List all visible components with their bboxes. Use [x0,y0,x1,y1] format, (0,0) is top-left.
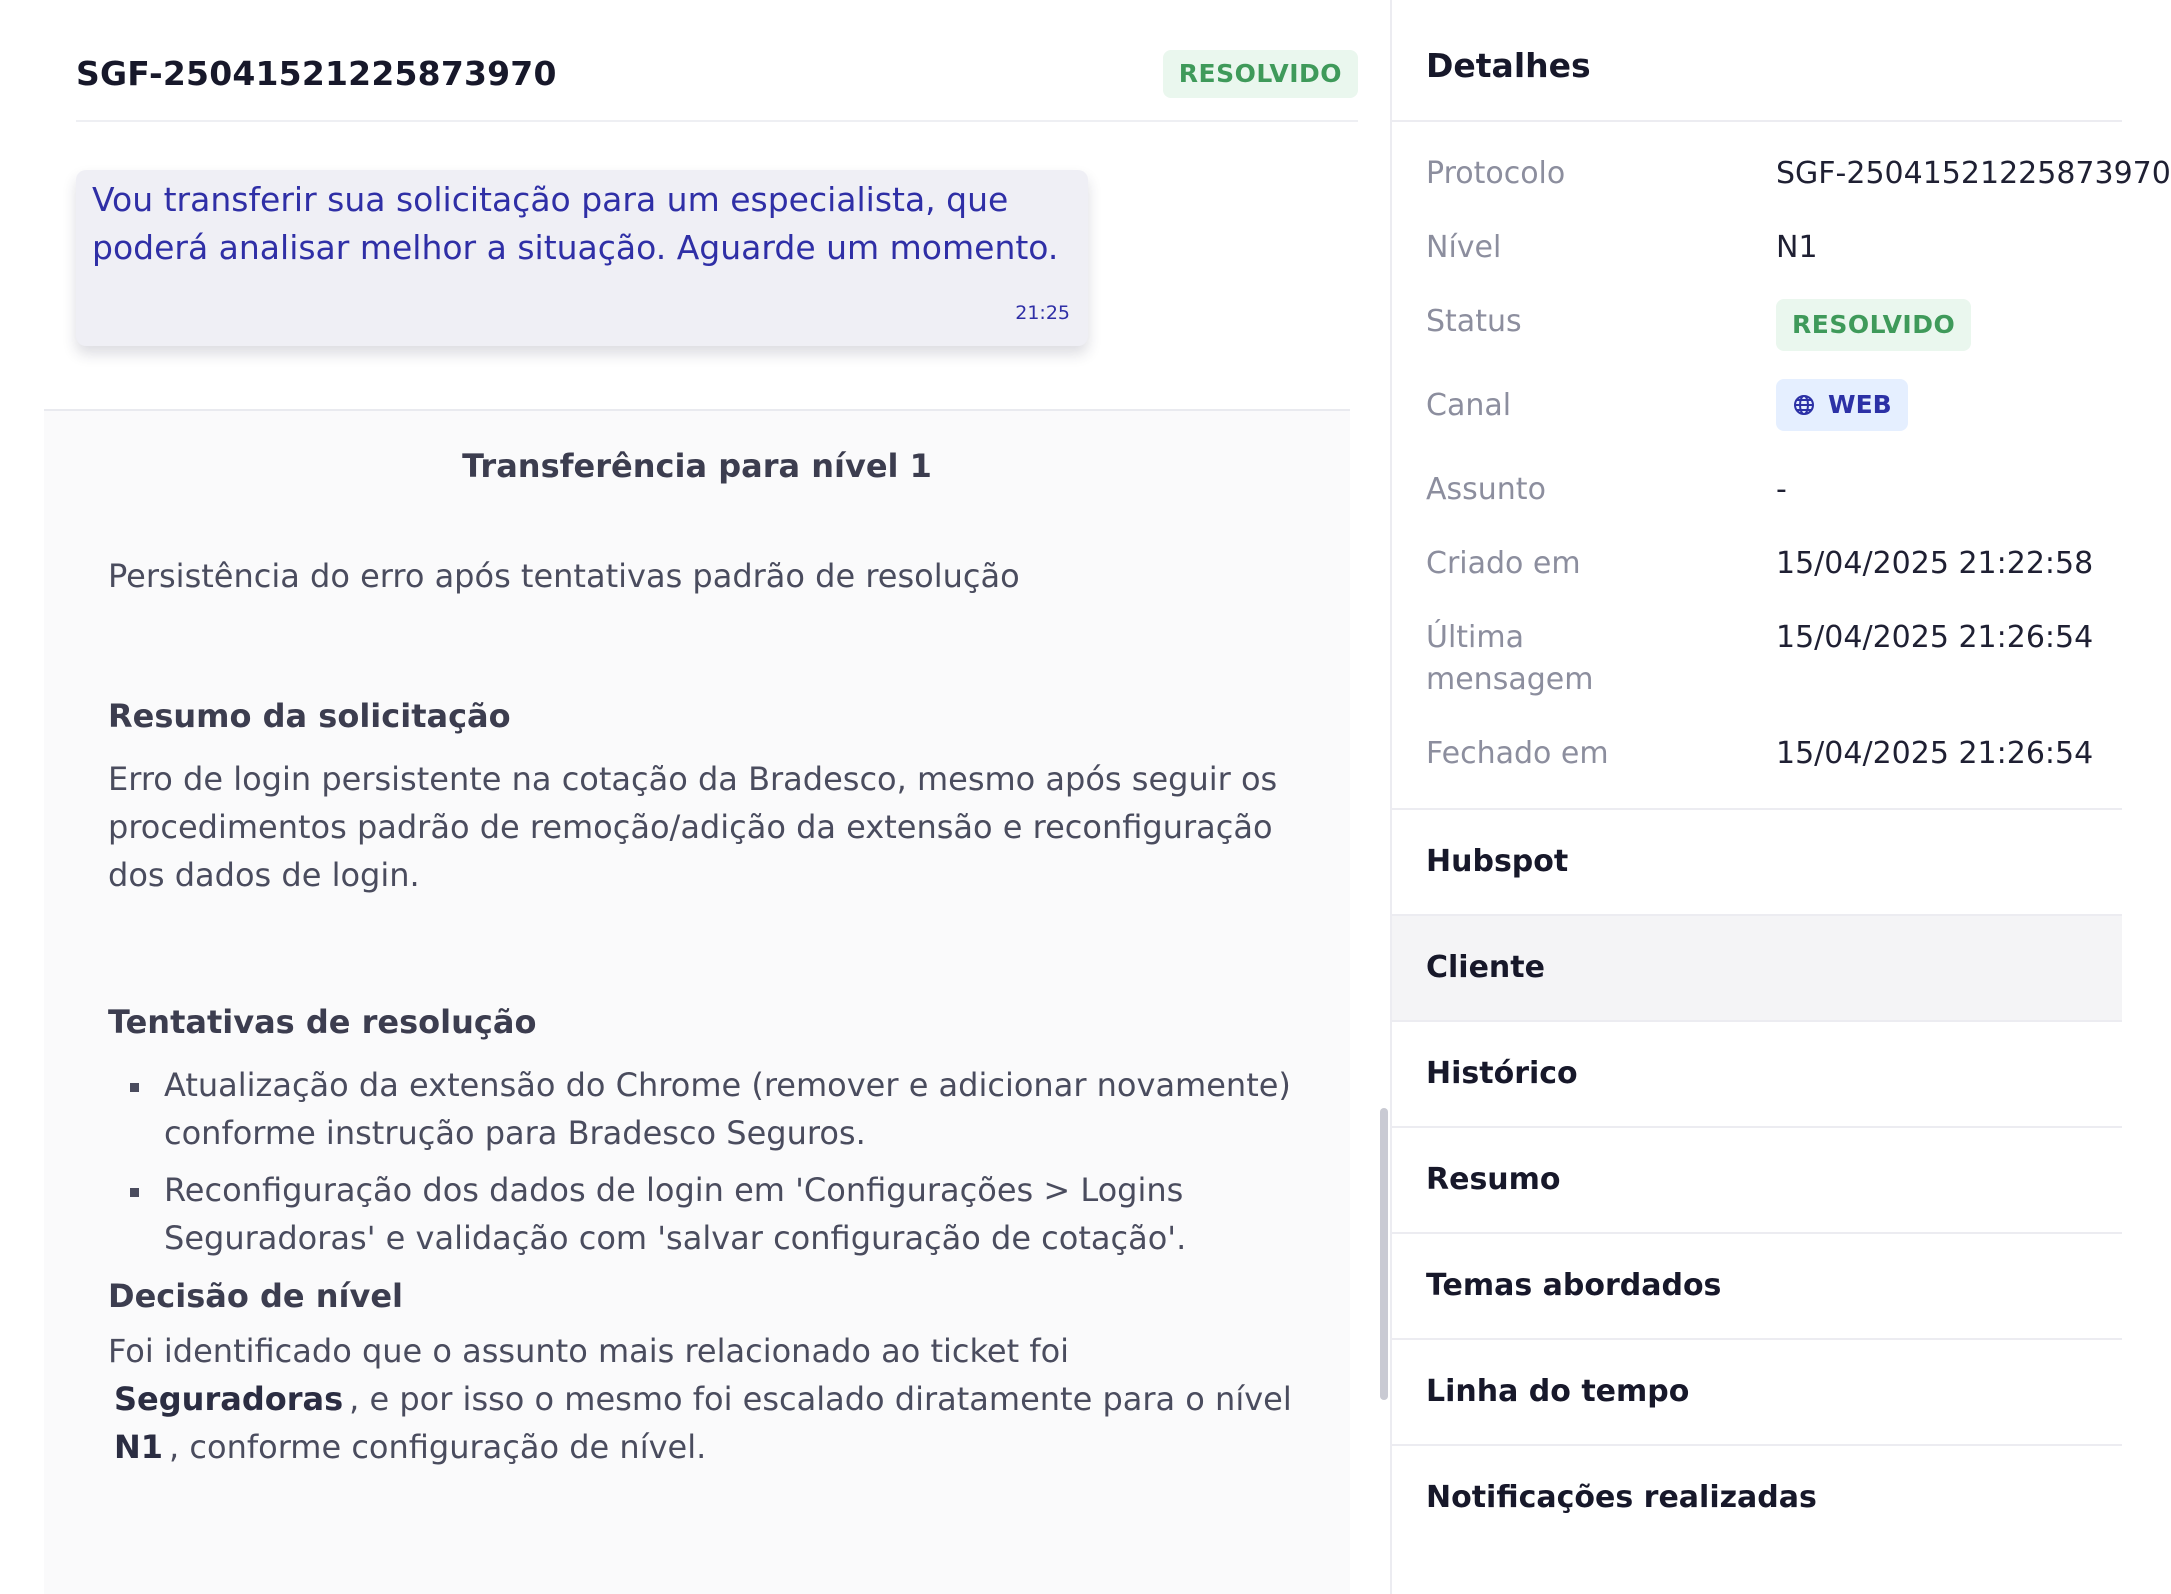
summary-lead: Persistência do erro após tentativas padrão de resolução [108,557,1020,595]
detail-label: Assunto [1426,472,1546,507]
section-label: Linha do tempo [1426,1374,1690,1409]
ticket-header [76,36,1358,122]
attempts-list [164,1061,1314,1271]
detail-value: - [1776,472,1787,507]
divider [1392,120,2122,122]
message-text: Vou transferir sua solicitação para um especialista, que poderá analisar melhor a situação. Aguarde um momento. [92,180,1059,267]
channel-label: WEB [1828,390,1892,419]
section-historico[interactable] [1392,1020,2122,1126]
section-label: Histórico [1426,1056,1578,1091]
details-title: Detalhes [1426,46,1591,85]
section-label: Cliente [1426,950,1545,985]
detail-value: SGF-25041521225873970 [1776,156,2171,191]
detail-label: Status [1426,304,1522,339]
decision-part3: , conforme configuração de nível. [169,1428,707,1466]
decision-subject: Seguradoras [114,1380,344,1418]
detail-label: Última mensagem [1426,620,1594,697]
globe-icon [1792,393,1816,417]
decision-part2: , e por isso o mesmo foi escalado diratamente para o nível [349,1380,1292,1418]
section-cliente[interactable] [1392,914,2122,1020]
detail-label: Protocolo [1426,156,1566,191]
decision-heading: Decisão de nível [108,1277,403,1315]
list-item: Atualização da extensão do Chrome (remover e adicionar novamente) conforme instrução para Bradesco Seguros. [164,1061,1314,1157]
transfer-summary-card [44,411,1350,1594]
detail-label: Criado em [1426,546,1581,581]
request-text: Erro de login persistente na cotação da Bradesco, mesmo após seguir os procedimentos padrão de remoção/adição da extensão e reconfiguração dos dados de login. [108,760,1278,894]
ticket-id: SGF-25041521225873970 [76,54,557,93]
decision-part1: Foi identificado que o assunto mais relacionado ao ticket foi [108,1332,1070,1370]
scrollbar-thumb[interactable] [1380,1108,1388,1400]
details-panel [1390,0,2171,1594]
decision-level: N1 [114,1428,164,1466]
decision-text [108,1327,1308,1471]
detail-label: Fechado em [1426,736,1609,771]
message-time: 21:25 [1015,302,1070,324]
section-hubspot[interactable] [1392,808,2122,914]
section-label: Hubspot [1426,844,1569,879]
detail-value: 15/04/2025 21:22:58 [1776,546,2094,581]
request-heading: Resumo da solicitação [108,697,511,735]
section-label: Resumo [1426,1162,1561,1197]
section-temas-abordados[interactable] [1392,1232,2122,1338]
detail-label: Canal [1426,388,1512,423]
detail-value: N1 [1776,230,1818,265]
detail-value: 15/04/2025 21:26:54 [1776,620,2094,655]
status-badge: RESOLVIDO [1163,50,1358,98]
section-label: Temas abordados [1426,1268,1722,1303]
message-bubble [76,170,1088,346]
attempts-heading: Tentativas de resolução [108,1003,537,1041]
detail-label: Nível [1426,230,1502,265]
section-linha-do-tempo[interactable] [1392,1338,2122,1444]
section-resumo[interactable] [1392,1126,2122,1232]
section-notificacoes[interactable] [1392,1444,2122,1550]
list-item: Reconfiguração dos dados de login em 'Configurações > Logins Seguradoras' e validação com 'salvar configuração de cotação'. [164,1166,1314,1262]
detail-value: 15/04/2025 21:26:54 [1776,736,2094,771]
section-label: Notificações realizadas [1426,1480,1817,1515]
status-badge: RESOLVIDO [1776,299,1971,351]
summary-title: Transferência para nível 1 [462,447,932,485]
channel-badge [1776,379,1908,431]
